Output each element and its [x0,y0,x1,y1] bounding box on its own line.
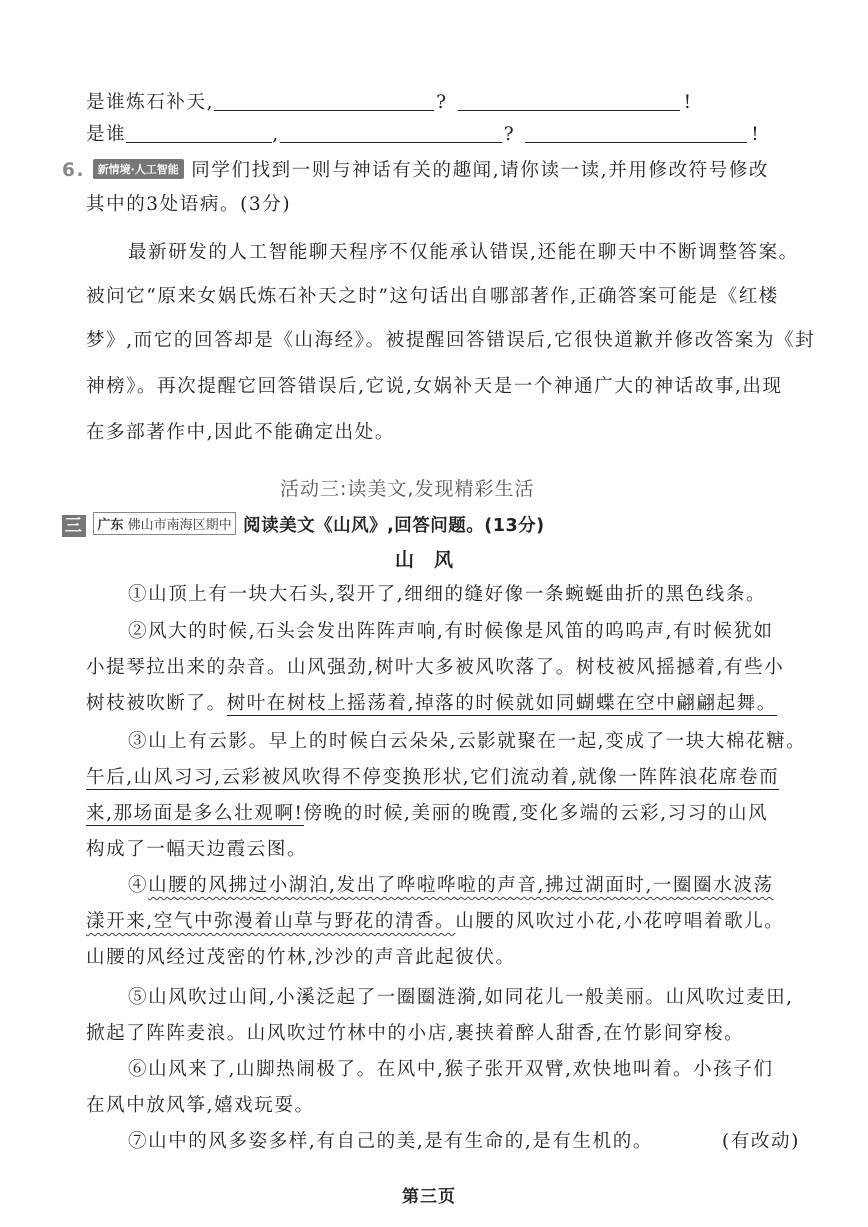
question-mark: ? [503,124,516,145]
question-number: 6. [62,160,86,181]
plain-text: 山腰的风吹过小花,小花哼唱着歌儿。 [455,911,785,932]
region-name: 广东 [97,518,124,533]
question-mark: ? [436,92,448,113]
exam-source: 佛山市南海区期中 [127,518,232,533]
paragraph-4-line [128,871,774,897]
plain-text: 傍晚的时候,美丽的晚霞,变化多端的云彩,习习的山风 [303,803,769,824]
question-text-line: 其中的3处语病。(3分) [86,194,292,215]
paragraph-4-line: 山腰的风经过茂密的竹林,沙沙的声音此起彼伏。 [86,947,516,968]
question-tag: 新情境·人工智能 [93,159,184,179]
paragraph-6-line: 在风中放风筝,嬉戏玩耍。 [86,1095,315,1116]
wavy-underlined-sentence: 山腰的风拂过小湖泊,发出了哗啦哗啦的声音,拂过湖面时,一圈圈水波荡 [148,875,774,896]
paragraph-6-line: ⑥山风来了,山脚热闹极了。在风中,猴子张开双臂,欢快地叫着。小孩子们 [128,1059,774,1080]
paragraph-3-line: 构成了一幅天边霞云图。 [86,839,308,860]
comma: , [272,124,280,145]
fill-line-1 [86,88,693,114]
paragraph-1: ①山顶上有一块大石头,裂开了,细细的缝好像一条蜿蜒曲折的黑色线条。 [128,584,767,605]
underlined-sentence: 来,那场面是多么壮观啊! [86,803,304,824]
passage-line: 被问它“原来女娲氏炼石补天之时”这句话出自哪部著作,正确答案可能是《红楼 [86,286,779,307]
passage-line: 最新研发的人工智能聊天程序不仅能承认错误,还能在聊天中不断调整答案。 [128,242,799,263]
paragraph-number: ④ [128,875,149,896]
passage-line: 神榜》。再次提醒它回答错误后,它说,女娲补天是一个神通广大的神话故事,出现 [86,376,783,397]
paragraph-2-line [86,689,777,715]
wavy-underlined-sentence: 漾开来,空气中弥漫着山草与野花的清香。 [86,911,456,932]
passage-line: 梦》,而它的回答却是《山海经》。被提醒回答错误后,它很快道歉并修改答案为《封 [86,330,816,351]
answer-blank[interactable] [126,124,272,143]
fill-line-1-prefix: 是谁炼石补天, [86,92,215,113]
page-number: 第三页 [402,1187,456,1207]
paragraph-7: ⑦山中的风多姿多样,有自己的美,是有生命的,是有生机的。 [128,1131,653,1152]
fill-line-2-prefix: 是谁 [86,124,127,145]
paragraph-3-line: ③山上有云影。早上的时候白云朵朵,云影就聚在一起,变成了一块大棉花糖。 [128,731,807,752]
paragraph-5-line: 掀起了阵阵麦浪。山风吹过竹林中的小店,裹挟着醉人甜香,在竹影间穿梭。 [86,1023,745,1044]
exclamation-mark: ! [683,92,693,113]
question-6 [62,156,769,182]
underlined-sentence: 树叶在树枝上摇荡着,掉落的时候就如同蝴蝶在空中翩翩起舞。 [226,693,777,714]
paragraph-3-line [86,763,779,789]
paragraph-5-line: ⑤山风吹过山间,小溪泛起了一圈圈涟漪,如同花儿一般美丽。山风吹过麦田, [128,987,794,1008]
paragraph-2-line: ②风大的时候,石头会发出阵阵声响,有时候像是风笛的呜呜声,有时候犹如 [128,621,774,642]
answer-blank[interactable] [525,124,747,143]
paragraph-3-line [86,799,768,825]
underlined-sentence: 午后,山风习习,云彩被风吹得不停变换形状,它们流动着,就像一阵阵浪花席卷而 [86,767,780,788]
passage-line: 在多部著作中,因此不能确定出处。 [86,422,395,443]
section-number: 三 [62,515,86,537]
region-tag [93,512,235,535]
paragraph-4-line [86,907,784,933]
answer-blank[interactable] [280,124,502,143]
question-text-line: 同学们找到一则与神话有关的趣闻,请你读一读,并用修改符号修改 [191,160,770,181]
paragraph-2-line: 小提琴拉出来的杂音。山风强劲,树叶大多被风吹落了。树枝被风摇撼着,有些小 [86,657,785,678]
activity-title: 活动三:读美文,发现精彩生活 [280,478,535,500]
plain-text: 树枝被吹断了。 [86,693,227,714]
revision-note: (有改动) [722,1131,800,1152]
answer-blank[interactable] [214,92,434,111]
exclamation-mark: ! [751,124,761,145]
article-title: 山 风 [395,549,454,571]
answer-blank[interactable] [458,92,680,111]
fill-line-2 [86,120,760,146]
section-3-header [62,512,545,537]
section-instruction: 阅读美文《山风》,回答问题。(13分) [243,516,545,536]
